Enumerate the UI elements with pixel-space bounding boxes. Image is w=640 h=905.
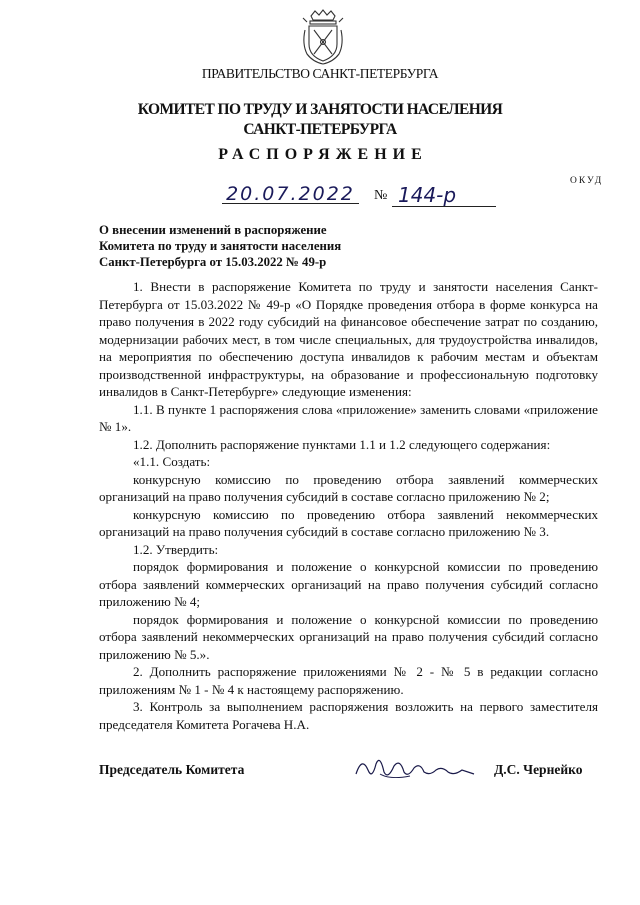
- paragraph-3: 3. Контроль за выполнением распоряжения возложить на первого заместителя председателя Комитета Рогачева Н.А.: [99, 699, 598, 732]
- subject-line3: Санкт-Петербурга от 15.03.2022 № 49-р: [99, 255, 327, 269]
- document-body: [99, 278, 598, 733]
- paragraph-create: «1.1. Создать:: [133, 454, 211, 469]
- handwritten-signature-icon: [350, 750, 480, 786]
- paragraph-1: 1. Внести в распоряжение Комитета по труду и занятости населения Санкт-Петербурга от 15.03.2022 № 49-р «О Порядке проведения отбора в форме конкурса на право получения в 2022 году субсидий на финансовое обеспечение затрат по созданию, модернизации рабочих мест, в том числе специальных, для трудоустройства инвалидов, на мероприятия по обеспечению доступа инвалидов к рабочим местам и объектам производственной инфраструктуры, на образование и профессиональную подготовку инвалидов в Санкт-Петербурге» следующие изменения:: [99, 279, 598, 399]
- paragraph-1-2: 1.2. Дополнить распоряжение пунктами 1.1 и 1.2 следующего содержания:: [133, 436, 551, 452]
- committee-name-line1: КОМИТЕТ ПО ТРУДУ И ЗАНЯТОСТИ НАСЕЛЕНИЯ: [137, 101, 503, 118]
- date-underline: [222, 203, 359, 204]
- paragraph-noncommercial-procedure: порядок формирования и положение о конкурсной комиссии по проведению отбора заявлений некоммерческих организаций на право получения субсидий согласно приложению № 5.».: [99, 611, 598, 662]
- signer-title: Председатель Комитета: [99, 762, 245, 777]
- paragraph-noncommercial-commission: конкурсную комиссию по проведению отбора заявлений некоммерческих организаций на право получения субсидий в составе согласно приложению № 3.: [99, 506, 598, 539]
- document-subject: [99, 222, 341, 270]
- subject-line1: О внесении изменений в распоряжение: [99, 223, 327, 237]
- document-date: 20.07.2022: [226, 183, 355, 205]
- committee-name: [0, 100, 640, 140]
- subject-line2: Комитета по труду и занятости населения: [99, 239, 342, 253]
- number-underline: [392, 206, 496, 207]
- committee-name-line2: САНКТ-ПЕТЕРБУРГА: [243, 121, 397, 138]
- signer-name: Д.С. Чернейко: [494, 762, 583, 777]
- document-number: 144-р: [398, 183, 457, 207]
- document-type: РАСПОРЯЖЕНИЕ: [218, 146, 428, 163]
- government-name: ПРАВИТЕЛЬСТВО САНКТ-ПЕТЕРБУРГА: [201, 66, 439, 81]
- paragraph-commercial-procedure: порядок формирования и положение о конкурсной комиссии по проведению отбора заявлений коммерческих организаций на право получения субсидий согласно приложению № 4;: [99, 559, 598, 609]
- paragraph-1-1: 1.1. В пункте 1 распоряжения слова «приложение» заменить словами «приложение № 1».: [99, 401, 598, 434]
- number-sign: №: [374, 188, 388, 203]
- okud-label: ОКУД: [570, 176, 604, 186]
- paragraph-approve: 1.2. Утвердить:: [133, 541, 219, 557]
- coat-of-arms-icon: [301, 8, 345, 66]
- paragraph-2: 2. Дополнить распоряжение приложениями № 2 - № 5 в редакции согласно приложениям № 1 - № 4 к настоящему распоряжению.: [99, 664, 598, 697]
- paragraph-commercial-commission: конкурсную комиссию по проведению отбора заявлений коммерческих организаций на право получения субсидий в составе согласно приложению № 2;: [99, 471, 598, 504]
